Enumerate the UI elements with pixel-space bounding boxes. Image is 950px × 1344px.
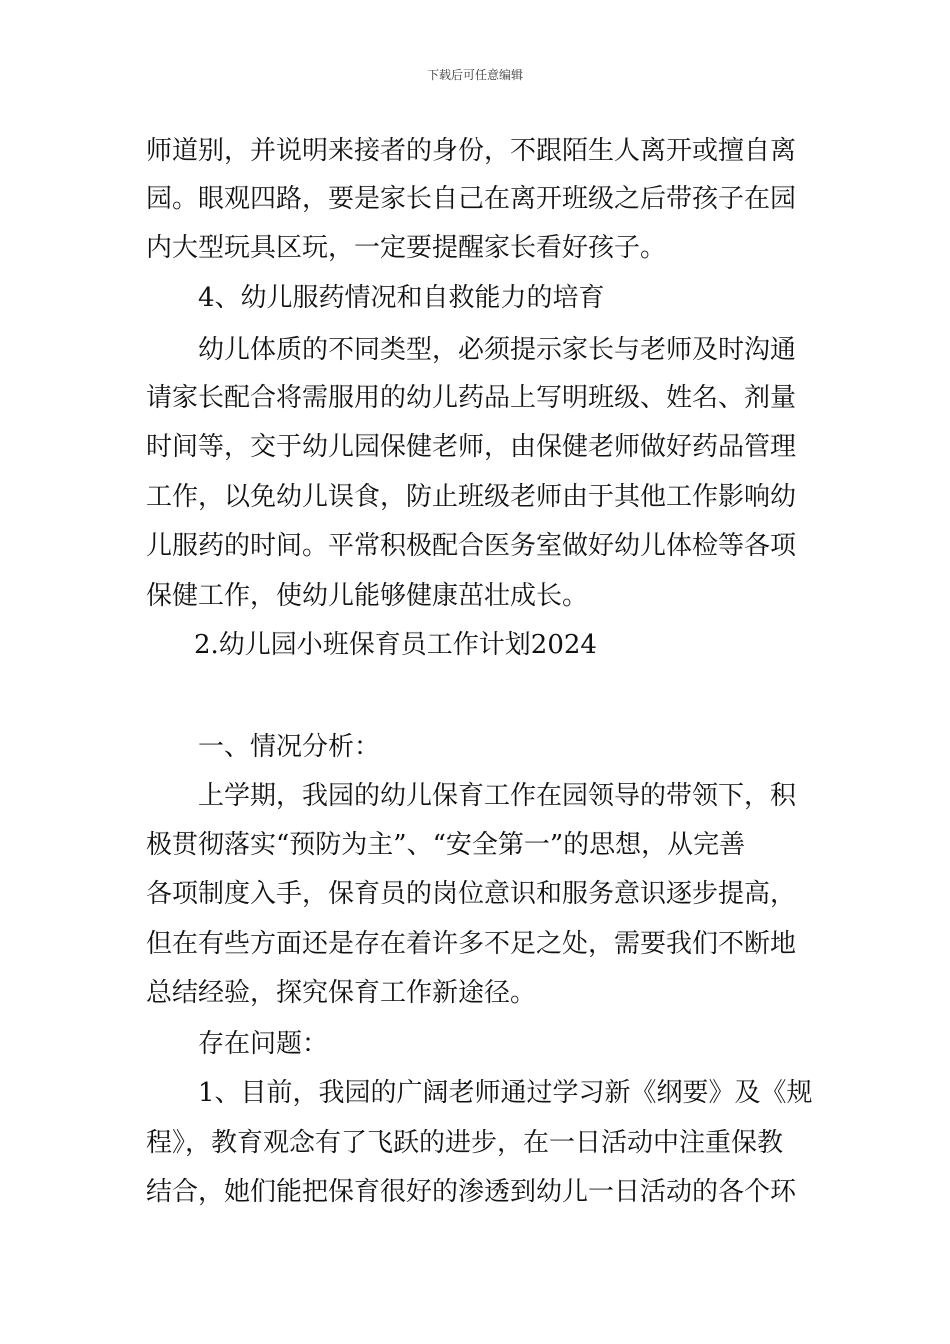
- text-line: 工作，以免幼儿误食，防止班级老师由于其他工作影响幼: [146, 482, 797, 512]
- text-line: 儿服药的时间。平常积极配合医务室做好幼儿体检等各项: [146, 531, 797, 561]
- text-line: 园。眼观四路，要是家长自己在离开班级之后带孩子在园: [146, 184, 797, 214]
- text-line: 幼儿体质的不同类型，必须提示家长与老师及时沟通: [198, 335, 797, 365]
- text-line: 上学期，我园的幼儿保育工作在园领导的带领下，积: [198, 781, 797, 811]
- text-line: 内大型玩具区玩，一定要提醒家长看好孩子。: [146, 233, 667, 263]
- text-line: 师道别，并说明来接者的身份，不跟陌生人离开或擅自离: [146, 136, 797, 166]
- page-header: 下载后可任意编辑: [426, 68, 523, 82]
- text-line: 程》，教育观念有了飞跃的进步，在一日活动中注重保教: [146, 1128, 784, 1158]
- text-line: 各项制度入手，保育员的岗位意识和服务意识逐步提高，: [146, 879, 797, 909]
- text-line: 但在有些方面还是存在着许多不足之处，需要我们不断地: [146, 929, 797, 959]
- section-heading: 一、情况分析：: [198, 732, 381, 762]
- text-line: 总结经验，探究保育工作新途径。: [146, 978, 537, 1008]
- text-line: 请家长配合将需服用的幼儿药品上写明班级、姓名、剂量: [146, 383, 797, 413]
- text-line: 保健工作，使幼儿能够健康茁壮成长。: [146, 581, 589, 611]
- section-heading: 2.幼儿园小班保育员工作计划2024: [194, 630, 597, 660]
- text-line: 1、目前，我园的广阔老师通过学习新《纲要》及《规: [198, 1078, 813, 1108]
- text-line: 4、幼儿服药情况和自救能力的培育: [198, 283, 605, 313]
- text-line: 存在问题：: [198, 1029, 329, 1059]
- text-line: 极贯彻落实“预防为主”、“安全第一”的思想，从完善: [146, 830, 746, 860]
- text-line: 结合，她们能把保育很好的渗透到幼儿一日活动的各个环: [146, 1177, 797, 1207]
- text-line: 时间等，交于幼儿园保健老师，由保健老师做好药品管理: [146, 432, 797, 462]
